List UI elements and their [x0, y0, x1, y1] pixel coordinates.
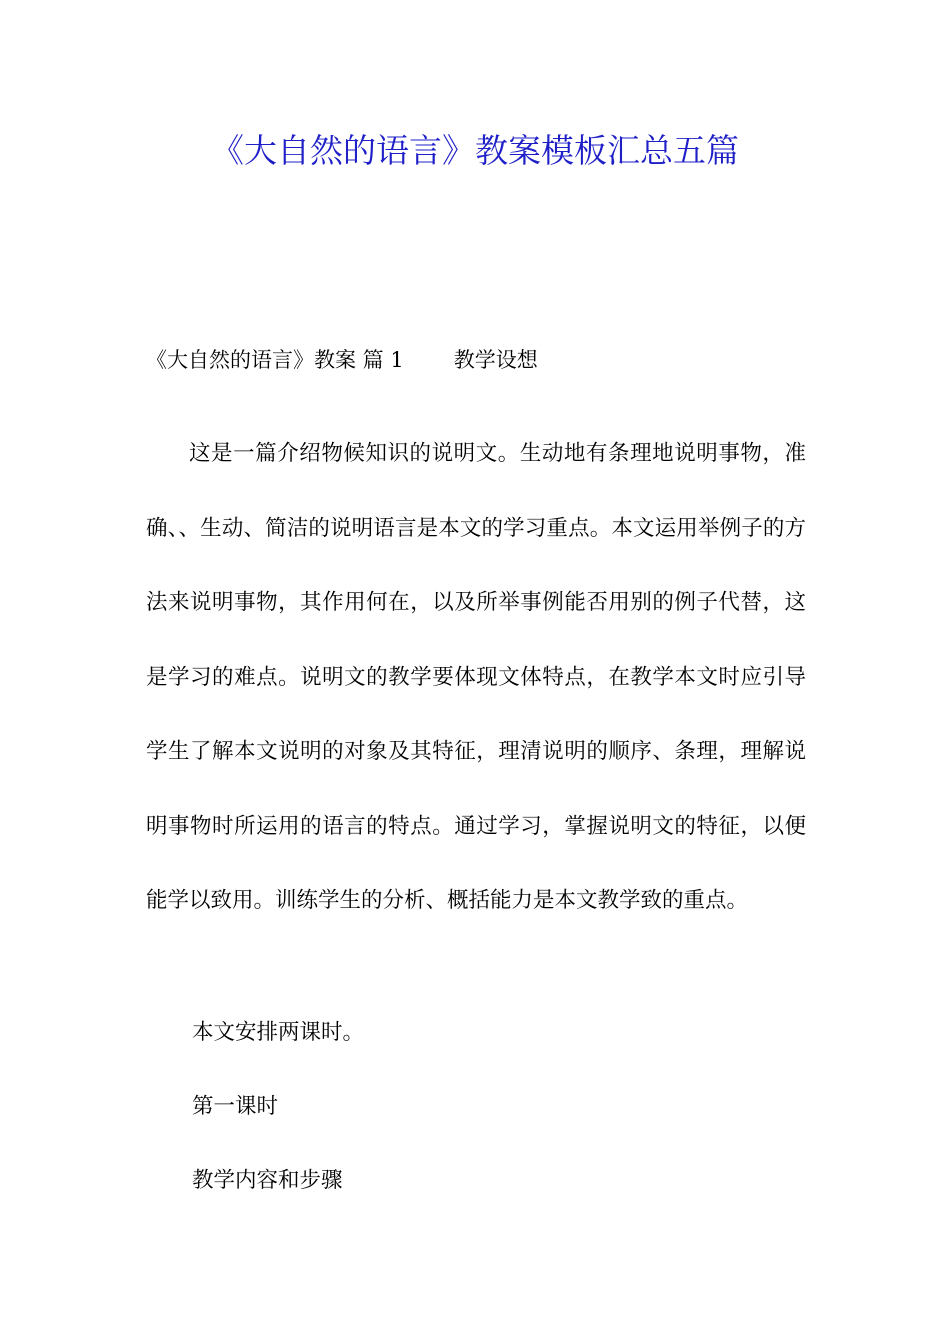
lesson-heading: 第一课时 [192, 1094, 279, 1119]
content-heading: 教学内容和步骤 [192, 1168, 343, 1193]
intro-paragraph: 这是一篇介绍物候知识的说明文。生动地有条理地说明事物，准确、、生动、简洁的说明语言是本文的学习重点。本文运用举例子的方法来说明事物，其作用何在，以及所举事例能否用别的例子代替，这是学习的难点。说明文的教学要体现文体特点，在教学本文时应引导学生了解本文说明的对象及其特征，理清说明的顺序、条理，理解说明事物时所运用的语言的特点。通过学习，掌握说明文的特征，以便能学以致用。训练学生的分析、概括能力是本文教学致的重点。 [146, 441, 806, 913]
schedule-line: 本文安排两课时。 [192, 1020, 365, 1045]
document-title: 《大自然的语言》教案模板汇总五篇 [211, 131, 739, 170]
section-topic: 教学设想 [453, 348, 538, 372]
section-heading [146, 342, 538, 378]
section-label: 《大自然的语言》教案 篇 1 [146, 348, 404, 372]
